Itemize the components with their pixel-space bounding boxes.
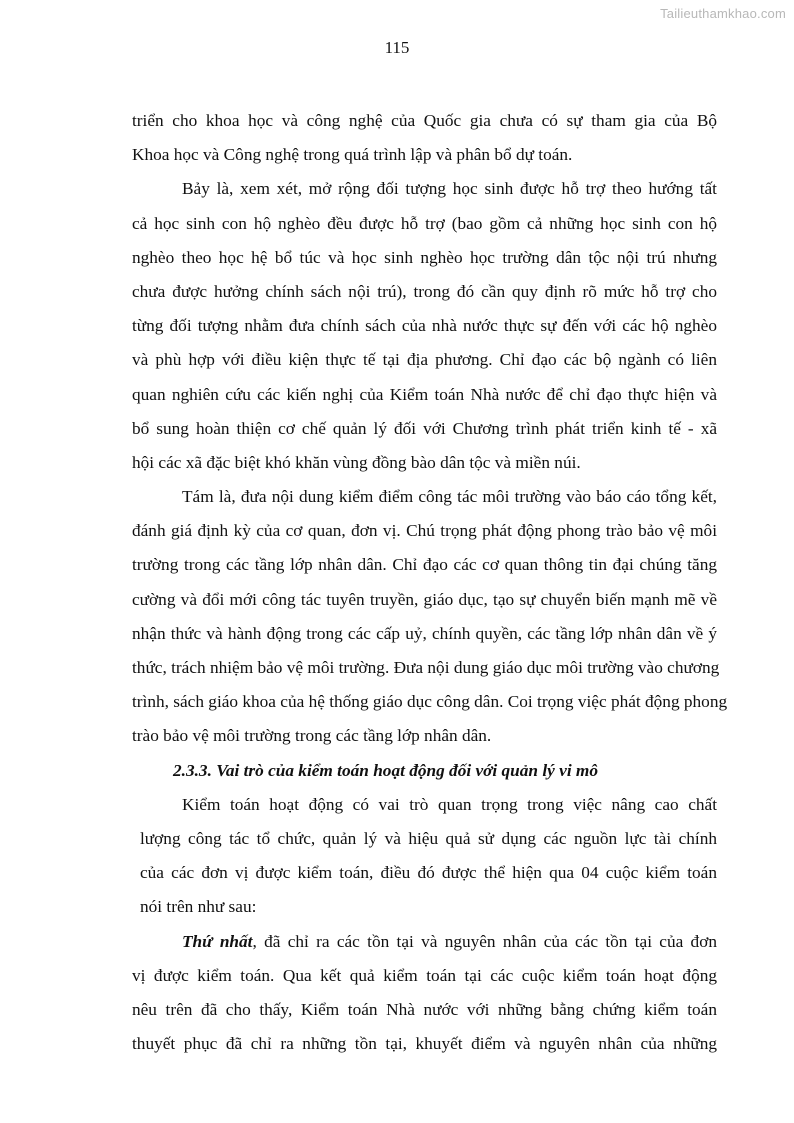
paragraph-start <box>132 925 717 959</box>
text-run: , đã chỉ ra các tồn tại và nguyên nhân của các tồn tại của đơn <box>252 931 717 951</box>
document-body <box>132 104 728 1061</box>
text-line: từng đối tượng nhằm đưa chính sách của nhà nước thực sự đến với các hộ nghèo <box>132 316 717 336</box>
text-line: bổ sung hoàn thiện cơ chế quản lý đối với Chương trình phát triển kinh tế - xã <box>132 418 717 438</box>
text-line: thuyết phục đã chỉ ra những tồn tại, khuyết điểm và nguyên nhân của những <box>132 1034 717 1054</box>
text-line: nhận thức và hành động trong các cấp uỷ, chính quyền, các tầng lớp nhân dân về ý <box>132 623 717 643</box>
text-line: cường và đổi mới công tác tuyên truyền, giáo dục, tạo sự chuyển biến mạnh mẽ về <box>132 589 717 609</box>
text-line: đánh giá định kỳ của cơ quan, đơn vị. Chú trọng phát động phong trào bảo vệ môi <box>132 521 717 541</box>
text-line: thức, trách nhiệm bảo vệ môi trường. Đưa nội dung giáo dục môi trường vào chương <box>132 658 720 677</box>
text-line: Khoa học và Công nghệ trong quá trình lập và phân bổ dự toán. <box>132 145 573 165</box>
text-line: vị được kiểm toán. Qua kết quả kiểm toán tại các cuộc kiểm toán hoạt động <box>132 965 717 985</box>
text-line: nghèo theo học hệ bổ túc và học sinh nghèo học trường dân tộc nội trú nhưng <box>132 247 717 267</box>
text-line: triển cho khoa học và công nghệ của Quốc gia chưa có sự tham gia của Bộ <box>132 111 717 130</box>
text-line: chưa được hưởng chính sách nội trú), trong đó cần quy định rõ mức hỗ trợ cho <box>132 281 717 301</box>
text-line: trường trong các tầng lớp nhân dân. Chỉ đạo các cơ quan thông tin đại chúng tăng <box>132 555 717 575</box>
text-line: hội các xã đặc biệt khó khăn vùng đồng bào dân tộc và miền núi. <box>132 452 581 472</box>
text-line: nói trên như sau: <box>140 897 257 917</box>
page-number: 115 <box>384 38 410 57</box>
text-line: nêu trên đã cho thấy, Kiểm toán Nhà nước với những bằng chứng kiểm toán <box>132 999 717 1019</box>
watermark: Tailieuthamkhao.com <box>660 6 786 21</box>
emphasis-lead: Thứ nhất <box>182 931 253 951</box>
section-heading: 2.3.3. Vai trò của kiểm toán hoạt động đối với quản lý vi mô <box>173 760 599 780</box>
text-line: trào bảo vệ môi trường trong các tầng lớp nhân dân. <box>132 726 492 746</box>
paragraph-start: Kiểm toán hoạt động có vai trò quan trọng trong việc nâng cao chất <box>182 794 717 814</box>
text-line: và phù hợp với điều kiện thực tế tại địa phương. Chỉ đạo các bộ ngành có liên <box>132 350 717 370</box>
text-line: trình, sách giáo khoa của hệ thống giáo dục công dân. Coi trọng việc phát động phong <box>132 692 728 712</box>
paragraph-start: Tám là, đưa nội dung kiểm điểm công tác môi trường vào báo cáo tổng kết, <box>182 487 717 507</box>
text-line: của các đơn vị được kiểm toán, điều đó được thể hiện qua 04 cuộc kiểm toán <box>140 863 717 883</box>
paragraph-start: Bảy là, xem xét, mở rộng đối tượng học sinh được hỗ trợ theo hướng tất <box>182 179 717 199</box>
text-line: lượng công tác tổ chức, quản lý và hiệu quả sử dụng các nguồn lực tài chính <box>140 828 717 848</box>
text-line: cả học sinh con hộ nghèo đều được hỗ trợ (bao gồm cả những học sinh con hộ <box>132 213 717 233</box>
text-line: quan nghiên cứu các kiến nghị của Kiểm toán Nhà nước để chỉ đạo thực hiện và <box>132 384 717 404</box>
